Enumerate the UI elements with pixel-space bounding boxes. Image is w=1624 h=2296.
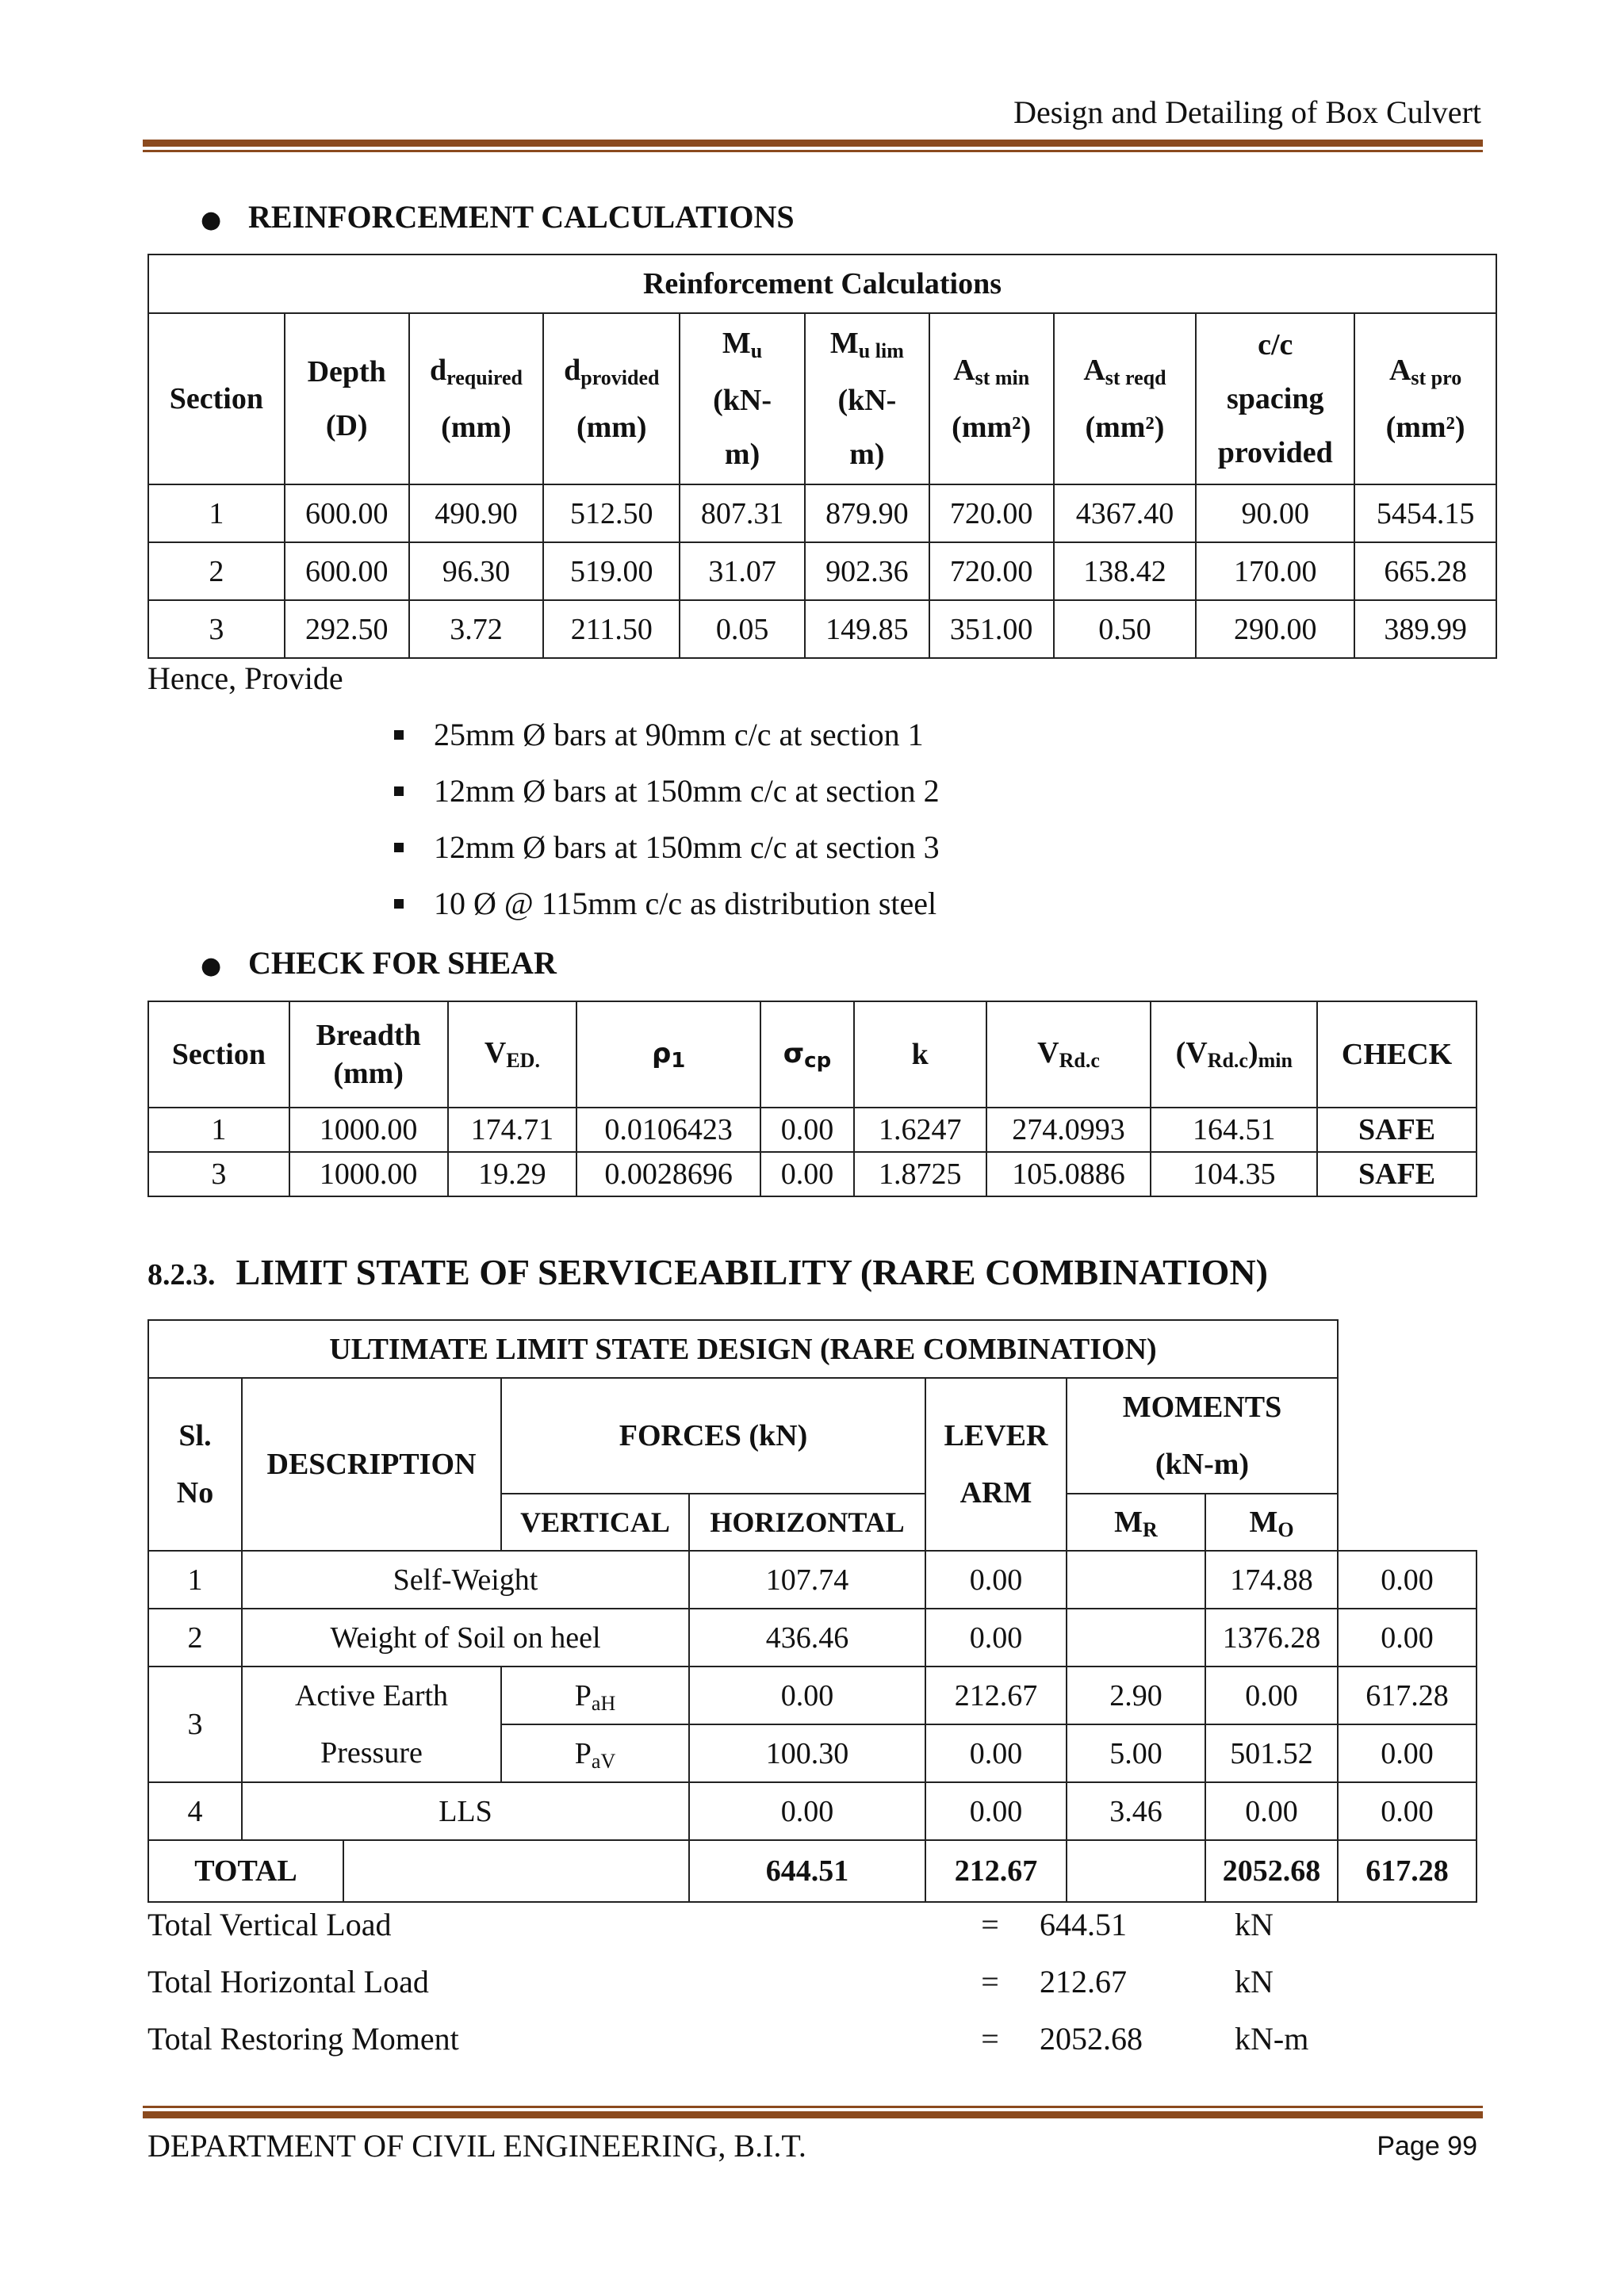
col-mo: MO: [1205, 1494, 1338, 1551]
col-ved: VED.: [448, 1001, 577, 1108]
page-header: Design and Detailing of Box Culvert: [1013, 94, 1481, 130]
shear-header-row: [148, 1001, 1477, 1108]
list-item: 12mm Ø bars at 150mm c/c at section 2: [394, 772, 940, 809]
hence-provide-text: Hence, Provide: [147, 660, 343, 696]
col-k: k: [854, 1001, 986, 1108]
list-item: Total Vertical Load = 644.51 kN: [147, 1906, 1274, 1942]
list-item: 25mm Ø bars at 90mm c/c at section 1: [394, 716, 924, 753]
table-row: 2 600.00 96.30 519.00 31.07 902.36 720.00 138.42 170.00 665.28: [148, 542, 1496, 600]
total-row: TOTAL 644.51 212.67 2052.68 617.28: [148, 1840, 1477, 1902]
col-ast-pro: Ast pro (mm²): [1354, 313, 1496, 484]
shear-heading: ● CHECK FOR SHEAR: [201, 945, 557, 981]
col-depth: Depth (D): [285, 313, 409, 484]
serviceability-table-title: ULTIMATE LIMIT STATE DESIGN (RARE COMBINATION): [148, 1320, 1338, 1378]
col-lever-arm: LEVER ARM: [925, 1378, 1067, 1551]
list-item: Total Restoring Moment = 2052.68 kN-m: [147, 2020, 1309, 2057]
col-cc-spacing: c/c spacing provided: [1196, 313, 1354, 484]
list-item: Total Horizontal Load = 212.67 kN: [147, 1963, 1274, 1999]
col-breadth: Breadth (mm): [289, 1001, 448, 1108]
col-mu-lim: Mu lim (kN- m): [805, 313, 929, 484]
col-moments: MOMENTS (kN-m): [1067, 1378, 1338, 1494]
footer-rule: [143, 2106, 1483, 2118]
table-row: 1 Self-Weight 107.74 0.00 174.88 0.00: [148, 1551, 1477, 1609]
list-item: 12mm Ø bars at 150mm c/c at section 3: [394, 828, 940, 866]
col-ast-min: Ast min (mm²): [929, 313, 1054, 484]
table-row: 3 Active Earth Pressure PaH 0.00 212.67 2.90 0.00 617.28: [148, 1667, 1477, 1724]
col-vertical: VERTICAL: [501, 1494, 689, 1551]
list-item: 10 Ø @ 115mm c/c as distribution steel: [394, 885, 936, 922]
col-horizontal: HORIZONTAL: [689, 1494, 925, 1551]
square-bullet-icon: [394, 843, 404, 852]
col-forces: FORCES (kN): [501, 1378, 925, 1494]
col-mu: Mu (kN- m): [680, 313, 805, 484]
col-vrdc: VRd.c: [986, 1001, 1151, 1108]
shear-table: [147, 1001, 1477, 1197]
footer-department: DEPARTMENT OF CIVIL ENGINEERING, B.I.T.: [147, 2128, 806, 2164]
col-description: DESCRIPTION: [242, 1378, 501, 1551]
table-row: 3 1000.00 19.29 0.0028696 0.00 1.8725 105.0886 104.35 SAFE: [148, 1152, 1477, 1196]
col-sl-no: Sl. No: [148, 1378, 242, 1551]
table-row: 1 1000.00 174.71 0.0106423 0.00 1.6247 274.0993 164.51 SAFE: [148, 1108, 1477, 1152]
col-mr: MR: [1067, 1494, 1205, 1551]
col-vrdc-min: (VRd.c)min: [1151, 1001, 1317, 1108]
col-ast-reqd: Ast reqd (mm²): [1054, 313, 1197, 484]
col-check: CHECK: [1317, 1001, 1477, 1108]
reinforcement-table-title: Reinforcement Calculations: [148, 254, 1496, 313]
col-d-required: drequired (mm): [409, 313, 544, 484]
table-row: 1 600.00 490.90 512.50 807.31 879.90 720.00 4367.40 90.00 5454.15: [148, 484, 1496, 542]
square-bullet-icon: [394, 899, 404, 909]
table-row: 4 LLS 0.00 0.00 3.46 0.00 0.00: [148, 1782, 1477, 1840]
square-bullet-icon: [394, 730, 404, 740]
square-bullet-icon: [394, 786, 404, 796]
totals-summary: [147, 1896, 1337, 2067]
reinforcement-table: [147, 254, 1497, 659]
table-row: 2 Weight of Soil on heel 436.46 0.00 1376.28 0.00: [148, 1609, 1477, 1667]
col-d-provided: dprovided (mm): [543, 313, 680, 484]
reinforcement-header-row: [148, 313, 1496, 484]
page-number: Page 99: [1377, 2131, 1477, 2161]
col-section: Section: [148, 1001, 289, 1108]
col-sigma: σcp: [760, 1001, 854, 1108]
reinforcement-heading: ● REINFORCEMENT CALCULATIONS: [201, 199, 795, 235]
serviceability-table: [147, 1319, 1477, 1903]
col-rho: ρ1: [576, 1001, 760, 1108]
col-section: Section: [148, 313, 285, 484]
table-row: PaV 100.30 0.00 5.00 501.52 0.00: [148, 1724, 1477, 1782]
serviceability-header-row: [148, 1378, 1477, 1494]
serviceability-heading: 8.2.3. LIMIT STATE OF SERVICEABILITY (RARE COMBINATION): [147, 1252, 1268, 1292]
header-rule: [143, 140, 1483, 152]
table-row: 3 292.50 3.72 211.50 0.05 149.85 351.00 0.50 290.00 389.99: [148, 600, 1496, 658]
